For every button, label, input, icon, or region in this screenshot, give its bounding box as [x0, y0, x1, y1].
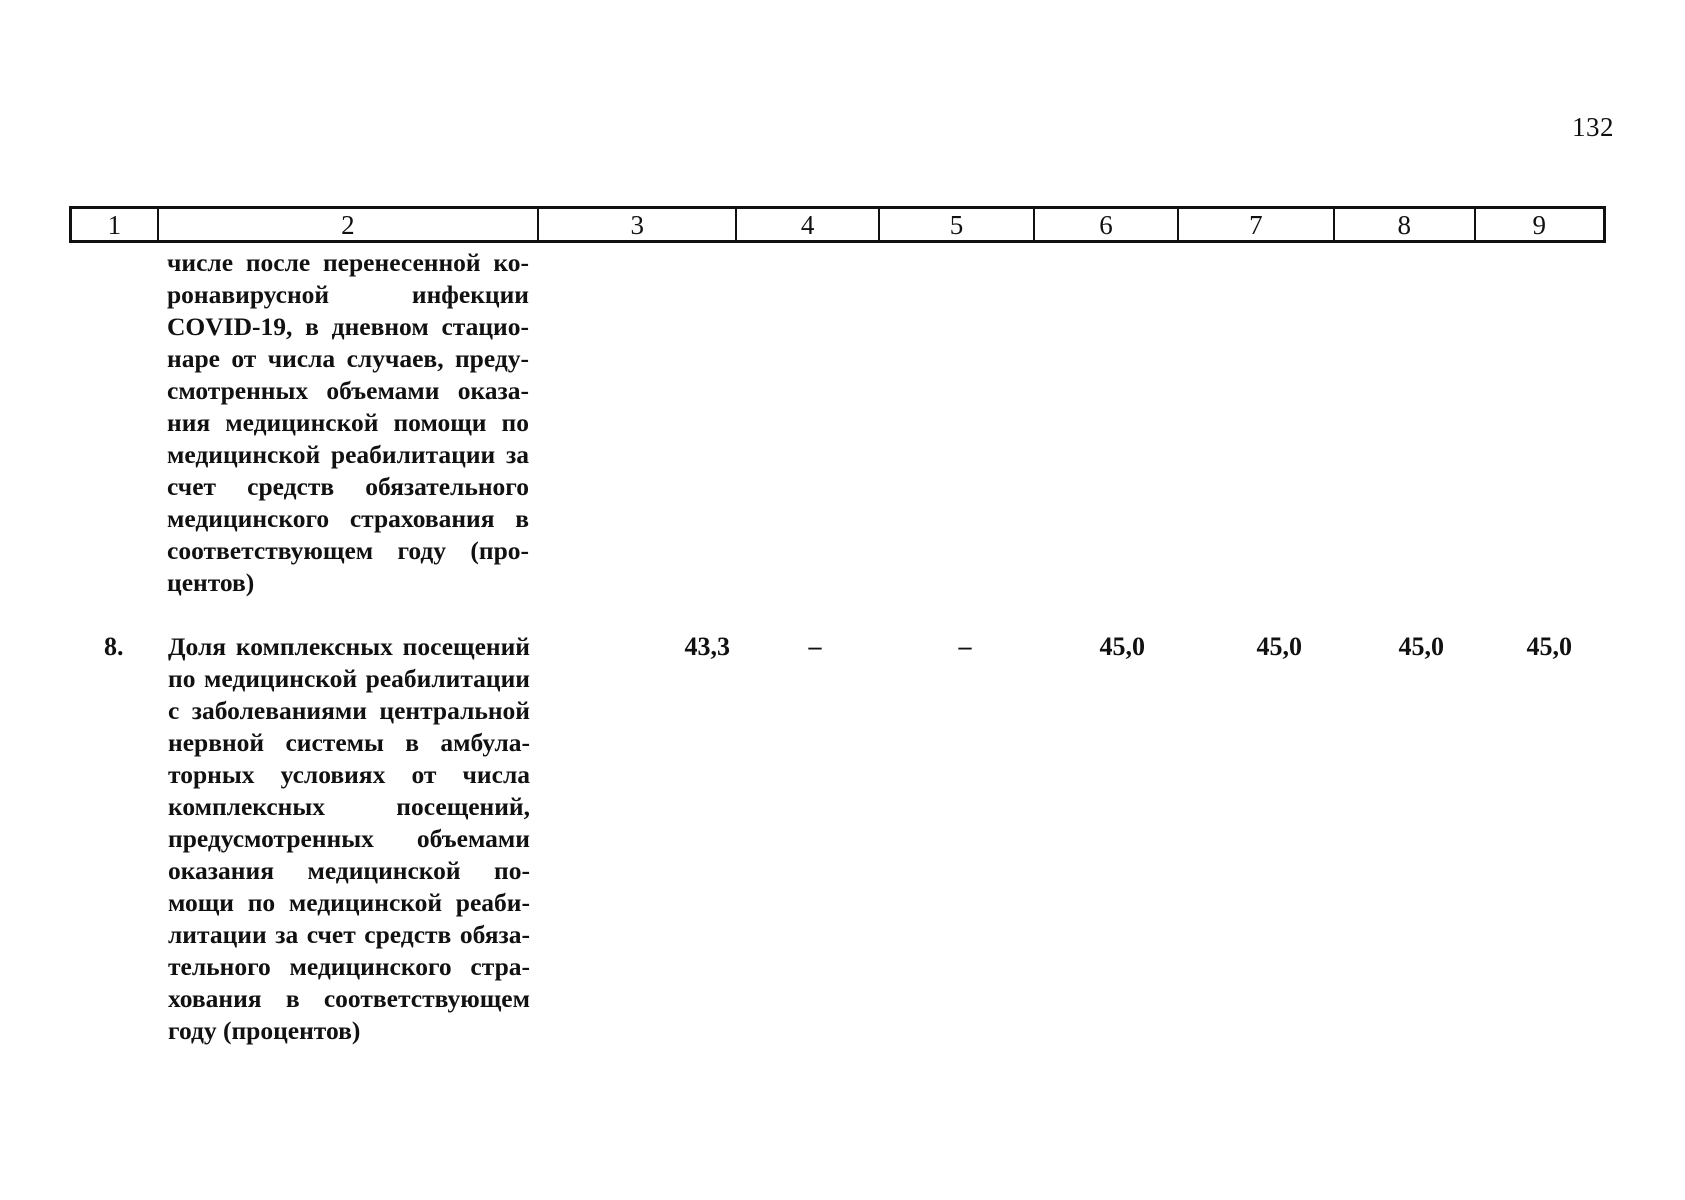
description-line: смотренных объемами оказа- — [167, 376, 529, 405]
header-cell-9: 9 — [1532, 210, 1546, 240]
description-line: соответствующем году (про- — [167, 536, 529, 565]
value-col-4: – — [808, 632, 822, 661]
description-line: году (процентов) — [168, 1016, 361, 1045]
description-line: счет средств обязательного — [167, 472, 529, 501]
description-line: торных условиях от числа — [168, 760, 530, 789]
description-line: ронавирусной инфекции — [167, 280, 529, 309]
row-description — [167, 247, 529, 599]
table-header-row — [69, 206, 1606, 243]
value-col-8: 45,0 — [1398, 632, 1444, 661]
header-cell-3: 3 — [539, 209, 737, 240]
description-line: ния медицинской помощи по — [167, 408, 529, 437]
page-number: 132 — [1572, 112, 1614, 142]
description-line: наре от числа случаев, преду- — [167, 344, 529, 373]
description-line: Доля комплексных посещений — [168, 632, 530, 661]
row-description — [168, 631, 530, 1047]
value-col-7: 45,0 — [1256, 632, 1302, 661]
description-line: литации за счет средств обяза- — [168, 920, 530, 949]
description-line: медицинской реабилитации за — [167, 440, 529, 469]
header-cell-6: 6 — [1035, 209, 1178, 240]
header-cell-5: 5 — [880, 209, 1035, 240]
description-line: числе после перенесенной ко- — [167, 248, 529, 277]
header-cell-7: 7 — [1179, 209, 1335, 240]
description-line: нервной системы в амбула- — [168, 728, 530, 757]
description-line: комплексных посещений, — [168, 792, 530, 821]
description-line: тельного медицинского стра- — [168, 952, 530, 981]
description-line: оказания медицинской по- — [168, 856, 530, 885]
value-col-5: – — [958, 632, 972, 661]
value-col-3: 43,3 — [684, 632, 730, 661]
description-line: предусмотренных объемами — [168, 824, 530, 853]
row-number: 8. — [104, 632, 124, 661]
header-cell-8: 8 — [1335, 209, 1475, 240]
value-col-9: 45,0 — [1526, 632, 1572, 661]
description-line: хования в соответствующем — [168, 984, 530, 1013]
header-cell-1: 1 — [72, 209, 159, 240]
description-line: по медицинской реабилитации — [168, 664, 530, 693]
description-line: медицинского страхования в — [167, 504, 529, 533]
description-line: центов) — [167, 568, 255, 597]
header-cell-4: 4 — [737, 209, 879, 240]
description-line: с заболеваниями центральной — [168, 696, 530, 725]
value-col-6: 45,0 — [1099, 632, 1145, 661]
description-line: COVID-19, в дневном стацио- — [167, 312, 529, 341]
header-cell-2: 2 — [159, 209, 540, 240]
description-line: мощи по медицинской реаби- — [168, 888, 530, 917]
